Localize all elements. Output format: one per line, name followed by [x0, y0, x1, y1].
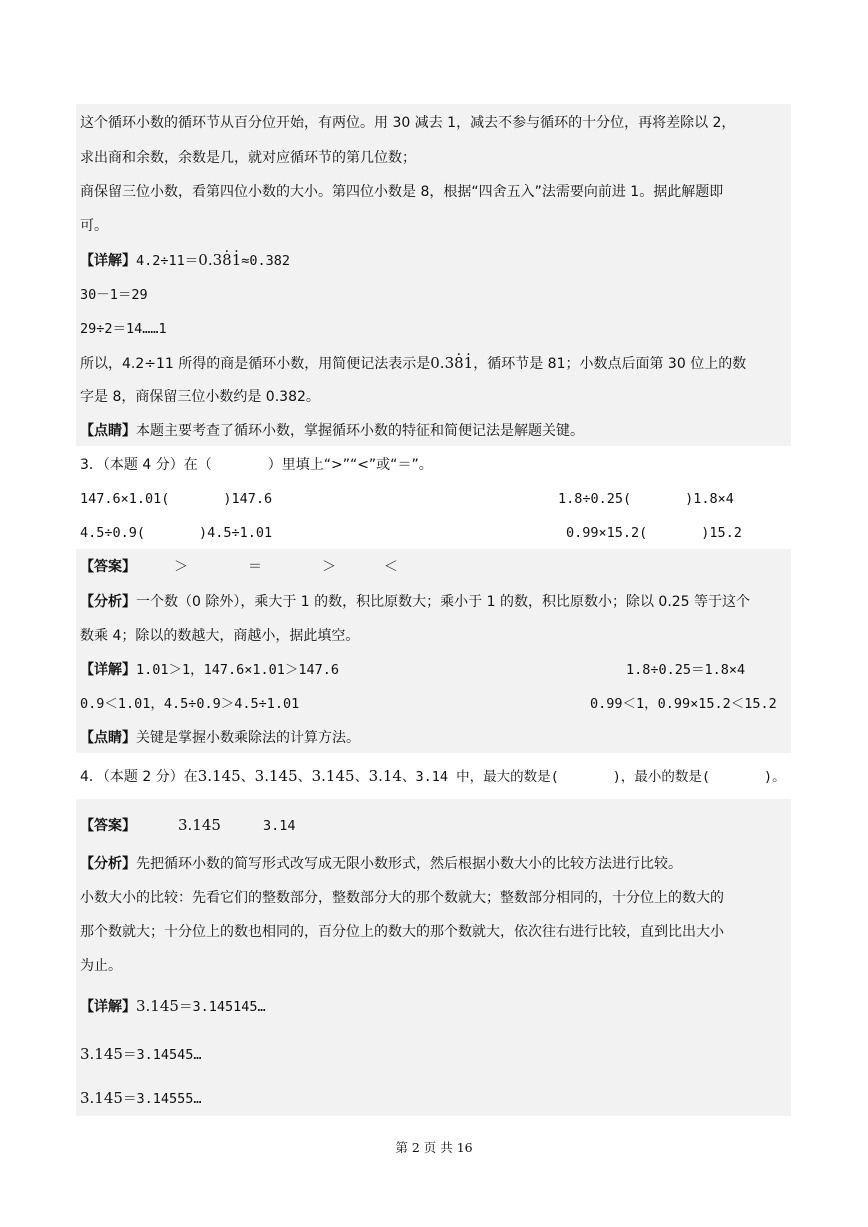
text-line: 那个数就大；十分位上的数也相同的，百分位上的数大的那个数就大，依次往右进行比较，直到比出大小: [80, 924, 724, 940]
analysis-line: 【分析】一个数（0 除外），乘大于 1 的数，积比原数大；乘小于 1 的数，积比原数小；除以 0.25 等于这个: [80, 594, 751, 610]
answer-value: ＞: [322, 559, 336, 575]
point-line: 【点睛】关键是掌握小数乘除法的计算方法。: [80, 730, 360, 746]
detail-line: [80, 250, 290, 271]
text-line: 字是 8，商保留三位小数约是 0.382。: [80, 389, 320, 405]
q3-detail-c: 0.9＜1.01，4.5÷0.9＞4.5÷1.01: [80, 696, 300, 712]
text-line: 小数大小的比较：先看它们的整数部分，整数部分大的那个数就大；整数部分相同的，十分位上的数大的: [80, 890, 724, 906]
point-line: 【点睛】本题主要考查了循环小数，掌握循环小数的特征和简便记法是解题关键。: [80, 423, 584, 439]
repeating-decimal: 3.145: [136, 997, 179, 1015]
answer-value: 3.14: [262, 818, 296, 834]
detail-line: 【详解】3.145＝3.145145…: [80, 997, 266, 1015]
text-line: 30－1＝29: [80, 287, 148, 303]
answer-value: ＜: [384, 559, 398, 575]
answer-line: [80, 815, 295, 836]
detail-text: ≈0.382: [241, 253, 291, 269]
answer-line: [80, 557, 398, 577]
point-tag: 【点睛】: [80, 730, 136, 746]
page-footer: 第 2 页 共 16: [395, 1140, 473, 1155]
repeating-decimal: 3.145: [80, 1089, 123, 1107]
text-line: 所以，4.2÷11 所得的商是循环小数，用简便记法表示是0.38 ·1 ·，循环节是 81；小数点后面第 30 位上的数: [80, 353, 746, 374]
detail-line: 【详解】1.01＞1，147.6×1.01＞147.6: [80, 662, 340, 678]
q3-detail-d: 0.99＜1，0.99×15.2＜15.2: [590, 696, 777, 712]
detail-tag: 【详解】: [80, 662, 136, 678]
text-line: 商保留三位小数，看第四位小数的大小。第四位小数是 8，根据“四舍五入”法需要向前进 1。据此解题即: [80, 184, 724, 200]
detail-tag: 【详解】: [80, 999, 136, 1015]
detail-tag: 【详解】: [80, 253, 136, 269]
repeating-decimal: 3.14: [368, 767, 402, 785]
question-3-title: 3．（本题 4 分）在（ ）里填上“>”“<”或“＝”。: [80, 457, 433, 473]
repeating-decimal: 0.38 ·1 ·: [198, 251, 241, 269]
repeating-decimal: 3.145: [311, 767, 355, 785]
answer-value: ＝: [248, 559, 262, 575]
repeating-decimal: 3.145: [254, 767, 298, 785]
detail-line: 3.145＝3.14545…: [80, 1045, 202, 1063]
answer-block-q3: [76, 549, 791, 753]
analysis-line: 【分析】先把循环小数的简写形式改写成无限小数形式，然后根据小数大小的比较方法进行比较。: [80, 856, 682, 872]
detail-text: 4.2÷11＝: [136, 253, 199, 269]
q3-item-c: 4.5÷0.9( )4.5÷1.01: [80, 525, 273, 541]
detail-line: 3.145＝3.14555…: [80, 1089, 202, 1107]
text-line: 数乘 4；除以的数越大，商越小，据此填空。: [80, 628, 360, 644]
answer-tag: 【答案】: [80, 818, 136, 834]
question-4-title: 4．（本题 2 分）在3.145、3.145、3.145、3.14、3.14 中，最大的数是( )，最小的数是( )。: [80, 767, 786, 785]
repeating-decimal: 3.145: [80, 1045, 123, 1063]
repeating-decimal: 3.145: [197, 767, 241, 785]
text-line: 可。: [80, 218, 108, 234]
text-line: 这个循环小数的循环节从百分位开始，有两位。用 30 减去 1，减去不参与循环的十分位，再将差除以 2，: [80, 115, 736, 131]
q3-item-d: 0.99×15.2( )15.2: [566, 525, 742, 541]
point-tag: 【点睛】: [80, 423, 136, 439]
text-line: 29÷2＝14……1: [80, 321, 167, 337]
q3-item-b: 1.8÷0.25( )1.8×4: [558, 491, 734, 507]
answer-tag: 【答案】: [80, 559, 136, 575]
analysis-tag: 【分析】: [80, 856, 136, 872]
analysis-tag: 【分析】: [80, 594, 136, 610]
text-line: 为止。: [80, 958, 122, 974]
answer-block-q4: [76, 799, 791, 1116]
answer-value: ＞: [174, 559, 188, 575]
q3-item-a: 147.6×1.01( )147.6: [80, 491, 273, 507]
text-line: 求出商和余数，余数是几，就对应循环节的第几位数；: [80, 150, 416, 166]
answer-value: 3.145: [178, 816, 221, 834]
q3-detail-b: 1.8÷0.25＝1.8×4: [626, 662, 746, 678]
repeating-decimal: 0.38 ·1 ·: [430, 354, 473, 372]
